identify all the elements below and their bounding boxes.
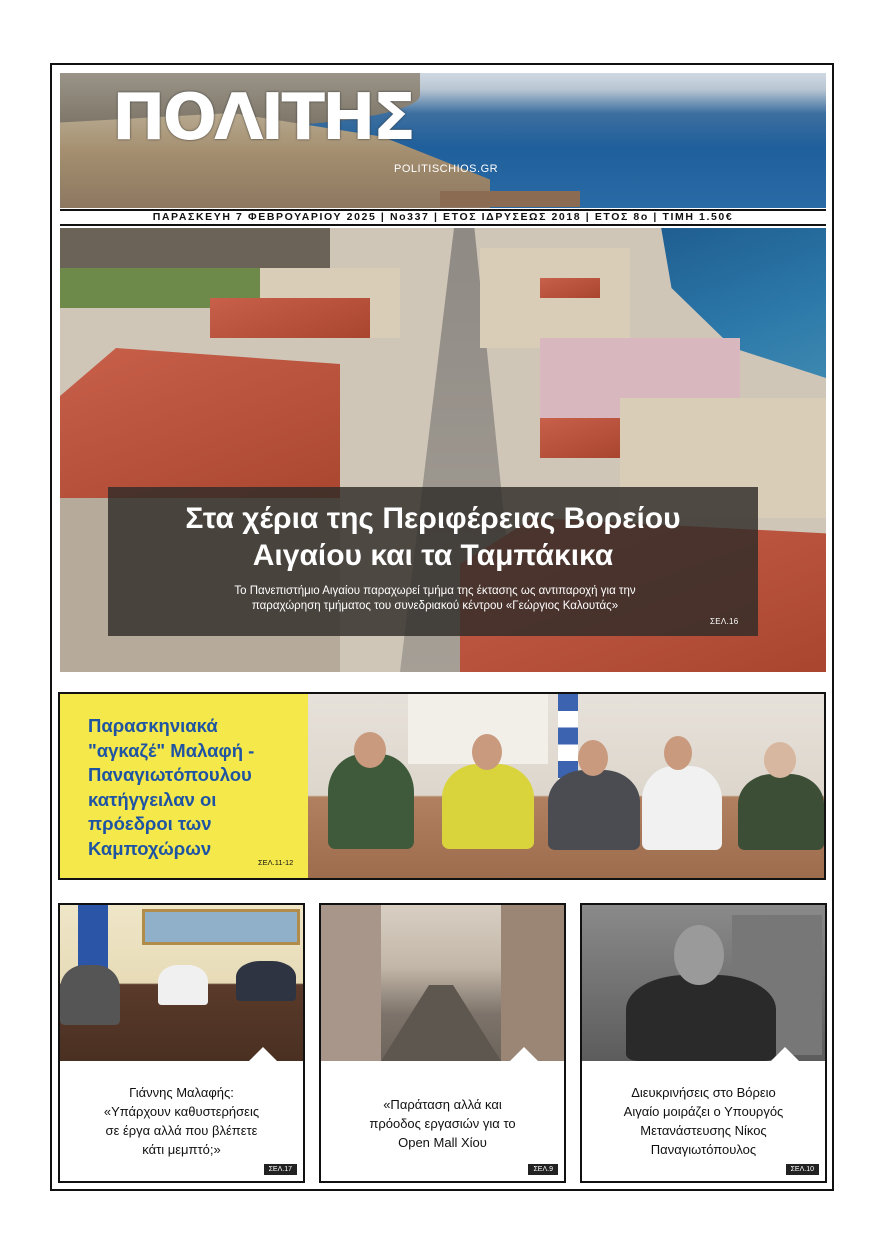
head-shape — [764, 742, 796, 778]
roof-shape — [540, 418, 620, 458]
story-card-headline[interactable] — [70, 1083, 293, 1159]
building-shape — [60, 228, 330, 268]
page-reference: ΣΕΛ.11-12 — [258, 858, 294, 867]
lead-headline-line: Στα χέρια της Περιφέρειας Βορείου — [185, 502, 681, 535]
building-shape — [501, 905, 564, 1061]
headline-line: «Υπάρχουν καθυστερήσεις — [103, 1104, 260, 1119]
person-shape — [548, 770, 640, 850]
headline-line: σε έργα αλλά που βλέπετε — [105, 1123, 258, 1138]
press-conference-photo — [308, 694, 824, 878]
photo-notch — [249, 1047, 277, 1061]
head-shape — [472, 734, 502, 770]
person-shape — [236, 961, 296, 1001]
person-shape — [328, 754, 414, 849]
headline-line: Μετανάστευσης Νίκος — [640, 1123, 767, 1138]
headline-line: Παναγιωτόπουλος — [650, 1142, 757, 1157]
person-shape — [158, 965, 208, 1005]
roof-shape — [210, 298, 370, 338]
lead-subheadline-line: Το Πανεπιστήμιο Αιγαίου παραχωρεί τμήμα της έκτασης ως αντιπαροχή για την — [234, 585, 636, 597]
minister-photo — [582, 905, 825, 1061]
photo-notch — [510, 1047, 538, 1061]
second-story[interactable] — [58, 692, 826, 880]
head-shape — [664, 736, 692, 770]
story-card-2[interactable] — [319, 903, 566, 1183]
page-reference: ΣΕΛ.16 — [710, 617, 739, 626]
headline-line: κάτι μεμπτό;» — [142, 1142, 221, 1157]
street-works-photo — [321, 905, 564, 1061]
headline-line: Open Mall Χίου — [398, 1135, 487, 1150]
newspaper-logo[interactable]: ΠΟΛΙΤΗΣ — [112, 81, 414, 155]
lead-headline[interactable] — [108, 500, 758, 574]
headline-line: πρόεδροι των — [88, 813, 212, 834]
headline-panel — [60, 694, 308, 878]
meeting-photo — [60, 905, 303, 1061]
roof-shape — [540, 278, 600, 298]
lead-subheadline-line: παραχώρηση τμήματος του συνεδριακού κέντρου «Γεώργιος Καλουτάς» — [251, 600, 619, 612]
trench-shape — [381, 985, 501, 1061]
headline-line: Διευκρινήσεις στο Βόρειο — [631, 1085, 776, 1100]
headline-line: Γιάννης Μαλαφής: — [129, 1085, 234, 1100]
lead-headline-line: Αιγαίου και τα Ταμπάκικα — [252, 539, 614, 572]
headline-line: Αιγαίο μοιράζει ο Υπουργός — [623, 1104, 784, 1119]
headline-line: Παρασκηνιακά — [88, 715, 218, 736]
story-card-3[interactable] — [580, 903, 827, 1183]
pier-shape — [440, 191, 580, 207]
roof-shape — [60, 348, 340, 508]
painting-shape — [142, 909, 300, 945]
headline-line: Παναγιωτόπουλου — [88, 764, 252, 785]
photo-notch — [771, 1047, 799, 1061]
story-card-headline[interactable] — [331, 1095, 554, 1152]
headline-line: κατήγγειλαν οι — [88, 788, 217, 810]
page-reference: ΣΕΛ.10 — [786, 1164, 819, 1175]
story-card-headline[interactable] — [592, 1083, 815, 1159]
headline-line: "αγκαζέ" Μαλαφή - — [88, 739, 255, 761]
person-shape — [442, 764, 534, 849]
person-shape — [642, 766, 722, 850]
headline-line: Καμποχώρων — [88, 837, 212, 859]
second-story-headline[interactable] — [88, 714, 298, 861]
person-shape — [626, 975, 776, 1061]
page-reference: ΣΕΛ.9 — [528, 1164, 558, 1175]
head-shape — [578, 740, 608, 776]
head-shape — [354, 732, 386, 768]
page-reference: ΣΕΛ.17 — [264, 1164, 297, 1175]
building-shape — [321, 905, 381, 1061]
lead-subheadline — [180, 584, 690, 614]
website-url: POLITISCHIOS.GR — [394, 163, 499, 175]
story-card-1[interactable] — [58, 903, 305, 1183]
person-shape — [738, 774, 824, 850]
headline-line: «Παράταση αλλά και — [383, 1097, 502, 1112]
headline-line: πρόοδος εργασιών για το — [369, 1116, 516, 1131]
building-shape — [480, 248, 630, 348]
dateline: ΠΑΡΑΣΚΕΥΗ 7 ΦΕΒΡΟΥΑΡΙΟΥ 2025 | Νο337 | ΕΤΟΣ ΙΔΡΥΣΕΩΣ 2018 | ΕΤΟΣ 8ο | ΤΙΜΗ 1.50€ — [60, 209, 826, 226]
person-shape — [60, 965, 120, 1025]
head-shape — [674, 925, 724, 985]
